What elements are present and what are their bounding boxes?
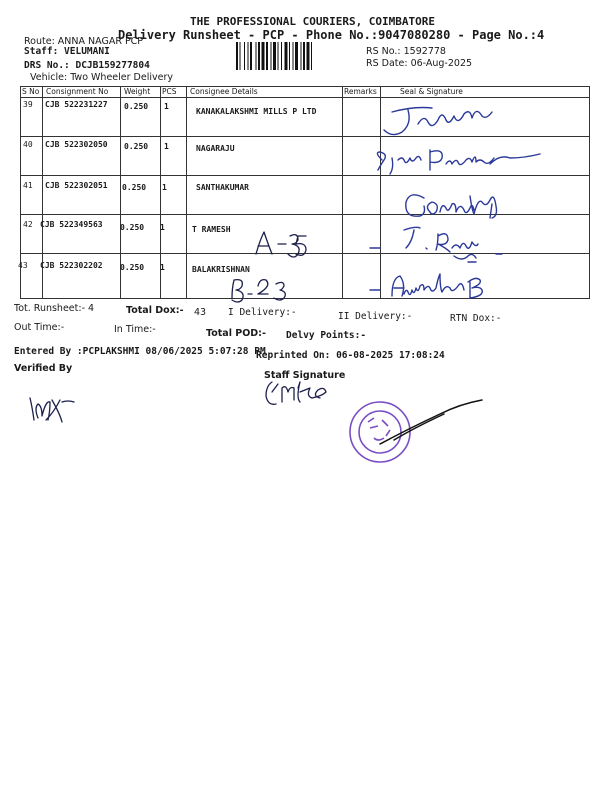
total-pod: Total POD:- xyxy=(206,328,266,339)
total-dox-value: 43 xyxy=(194,307,207,318)
i-delivery: I Delivery:- xyxy=(228,307,297,318)
col-sno: S No xyxy=(22,87,40,96)
row-consignee: NAGARAJU xyxy=(196,144,235,153)
row-weight: 0.250 xyxy=(120,223,145,232)
row-pcs: 1 xyxy=(164,102,169,111)
col-weight: Weight xyxy=(124,87,151,96)
staff-label: Staff: VELUMANI xyxy=(24,46,110,57)
company-name: THE PROFESSIONAL COURIERS, COIMBATORE xyxy=(190,15,436,28)
rs-number: RS No.: 1592778 xyxy=(366,46,446,57)
row-pcs: 1 xyxy=(160,223,165,232)
drs-number: DRS No.: DCJB159277804 xyxy=(24,60,150,71)
runsheet-title: Delivery Runsheet - PCP - Phone No.:9047080280 - Page No.:4 xyxy=(118,28,545,42)
row-pcs: 1 xyxy=(160,263,165,272)
col-consignee: Consignee Details xyxy=(190,87,258,96)
row-consignment: CJB 522302051 xyxy=(45,181,108,190)
runsheet-table xyxy=(20,86,590,298)
entered-by: Entered By :PCPLAKSHMI 08/06/2025 5:07:28 PM xyxy=(14,346,266,357)
row-sno: 43 xyxy=(18,261,28,270)
total-dox-label: Total Dox:- xyxy=(126,305,184,316)
row-consignee: KANAKALAKSHMI MILLS P LTD xyxy=(196,107,317,116)
row-sno: 42 xyxy=(23,220,33,229)
barcode-icon xyxy=(236,42,362,72)
reprinted-on: Reprinted On: 06-08-2025 17:08:24 xyxy=(256,350,445,361)
company-stamp-icon xyxy=(340,394,490,470)
row-consignee: SANTHAKUMAR xyxy=(196,183,249,192)
vehicle-label: Vehicle: Two Wheeler Delivery xyxy=(30,72,173,83)
row-sno: 40 xyxy=(23,140,33,149)
col-pcs: PCS xyxy=(162,87,177,96)
row-weight: 0.250 xyxy=(122,183,147,192)
delvy-points: Delvy Points:- xyxy=(286,330,367,341)
row-consignee: BALAKRISHNAN xyxy=(192,265,250,274)
verified-signature xyxy=(30,398,74,422)
in-time: In Time:- xyxy=(114,324,156,335)
route-label: Route: ANNA NAGAR PCP xyxy=(24,36,144,47)
row-consignee: T RAMESH xyxy=(192,225,231,234)
col-remarks: Remarks xyxy=(344,87,377,96)
verified-by-label: Verified By xyxy=(14,363,73,374)
row-pcs: 1 xyxy=(164,142,169,151)
row-weight: 0.250 xyxy=(124,142,149,151)
col-consignment: Consignment No xyxy=(46,87,109,96)
staff-signature xyxy=(266,382,326,404)
row-sno: 41 xyxy=(23,181,33,190)
col-seal-signature: Seal & Signature xyxy=(400,87,463,96)
rtn-dox: RTN Dox:- xyxy=(450,313,502,324)
row-weight: 0.250 xyxy=(124,102,149,111)
row-consignment: CJB 522231227 xyxy=(45,100,108,109)
out-time: Out Time:- xyxy=(14,322,65,333)
row-consignment: CJB 522349563 xyxy=(40,220,103,229)
row-consignment: CJB 522302202 xyxy=(40,261,103,270)
ii-delivery: II Delivery:- xyxy=(338,311,413,322)
row-weight: 0.250 xyxy=(120,263,145,272)
staff-signature-label: Staff Signature xyxy=(264,370,346,381)
row-pcs: 1 xyxy=(162,183,167,192)
rs-date: RS Date: 06-Aug-2025 xyxy=(366,58,473,69)
row-sno: 39 xyxy=(23,100,33,109)
total-runsheet: Tot. Runsheet:- 4 xyxy=(14,303,95,314)
row-consignment: CJB 522302050 xyxy=(45,140,108,149)
